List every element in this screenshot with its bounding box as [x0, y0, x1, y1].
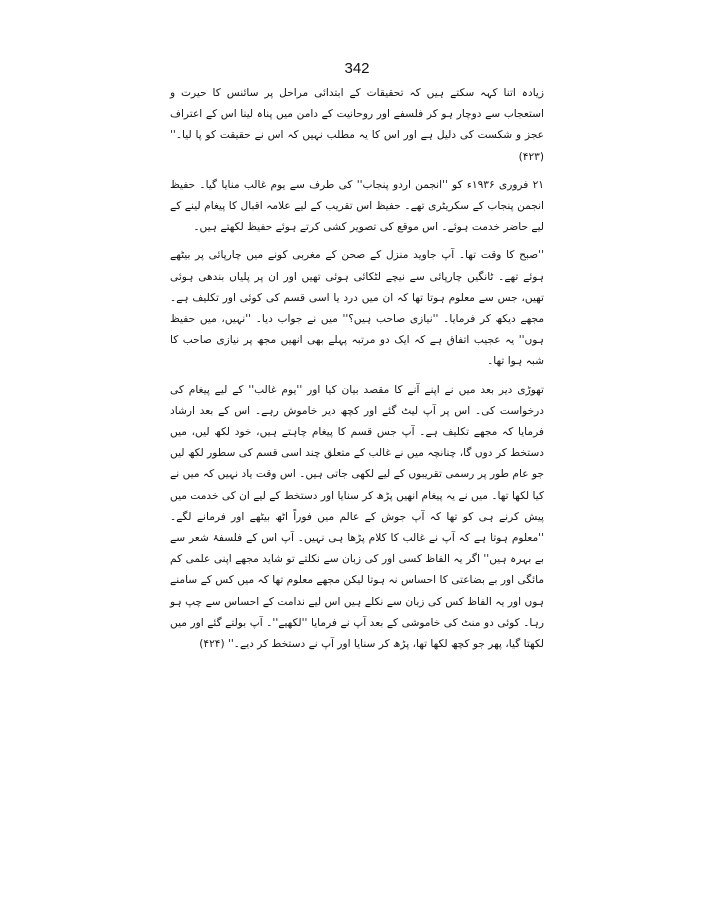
paragraph: ۲۱ فروری ۱۹۳۶ء کو ''انجمن اردو پنجاب'' کی طرف سے یوم غالب منایا گیا۔ حفیظ انجمن پنجاب کے سکریٹری تھے۔ حفیظ اس تقریب کے لیے علامہ اقبال کا پیغام لینے کے لیے حاضر خدمت ہوئے۔ اس موقع کی تصویر کشی کرتے ہوئے حفیظ لکھتے ہیں۔	[170, 178, 544, 234]
paragraph: زیادہ اتنا کہہ سکتے ہیں کہ تحقیقات کے ابتدائی مراحل پر سائنس کا حیرت و استعجاب سے دوچار ہو کر فلسفے اور روحانیت کے دامن میں پناہ لینا اس کے اعتراف عجز و شکست کی دلیل ہے اور اس کا یہ مطلب نہیں کہ اس نے حقیقت کو پا لیا۔'' (۴۲۳)	[170, 87, 544, 163]
page-number: 342	[344, 60, 370, 77]
quoted-paragraph: ''صبح کا وقت تھا۔ آپ جاوید منزل کے صحن کے مغربی کونے میں چارپائی پر بیٹھے ہوئے تھے۔ ٹانگیں چارپائی سے نیچے لٹکائی ہوئی تھیں اور ان پر پلیاں بندھی ہوئی تھیں، جس سے معلوم ہوتا تھا کہ ان میں درد یا اسی قسم کی کوئی اور تکلیف ہے۔ مجھے دیکھ کر فرمایا۔ ''نیازی صاحب ہیں؟'' میں نے جواب دیا۔ ''نہیں، میں حفیظ ہوں'' یہ عجیب اتفاق ہے کہ ایک دو مرتبہ پہلے بھی انھیں مجھ پر نیازی صاحب کا شبہ ہوا تھا۔	[170, 249, 544, 368]
quoted-paragraph: تھوڑی دیر بعد میں نے اپنے آنے کا مقصد بیان کیا اور ''یوم غالب'' کے لیے پیغام کی درخواست کی۔ اس پر آپ لیٹ گئے اور کچھ دیر خاموش رہے۔ اس کے بعد ارشاد فرمایا کہ مجھے تکلیف ہے۔ آپ جس قسم کا پیغام چاہتے ہیں، خود لکھ لیں، میں دستخط کر دوں گا، چنانچہ میں نے غالب کے متعلق چند اسی قسم کی سطور لکھ لیں جو عام طور پر رسمی تقریبوں کے لیے لکھی جاتی ہیں۔ اس وقت یاد نہیں کہ میں نے کیا لکھا تھا۔ میں نے یہ پیغام انھیں پڑھ کر سنایا اور دستخط کے لیے ان کی خدمت میں پیش کرنے ہی کو تھا کہ آپ جوش کے عالم میں فوراً اٹھ بیٹھے اور فرمانے لگے۔ ''معلوم ہوتا ہے کہ آپ نے غالب کا کلام پڑھا ہی نہیں۔ آپ اس کے فلسفۂ شعر سے بے بہرہ ہیں'' اگر یہ الفاظ کسی اور کی زبان سے نکلتے تو شاید مجھے اپنی علمی کم مائگی اور بے بضاعتی کا احساس نہ ہوتا لیکن مجھے معلوم تھا کہ میں کس کے سامنے ہوں اور یہ الفاظ کس کی زبان سے نکلے ہیں اس لیے ندامت کے احساس سے چپ ہو رہا۔ کوئی دو منٹ کی خاموشی کے بعد آپ نے فرمایا ''لکھیے''۔ آپ بولتے گئے اور میں لکھتا گیا، پھر جو کچھ لکھا تھا، پڑھ کر سنایا اور آپ نے دستخط کر دیے۔'' (۴۲۴)	[170, 383, 544, 651]
body-text	[170, 83, 544, 655]
